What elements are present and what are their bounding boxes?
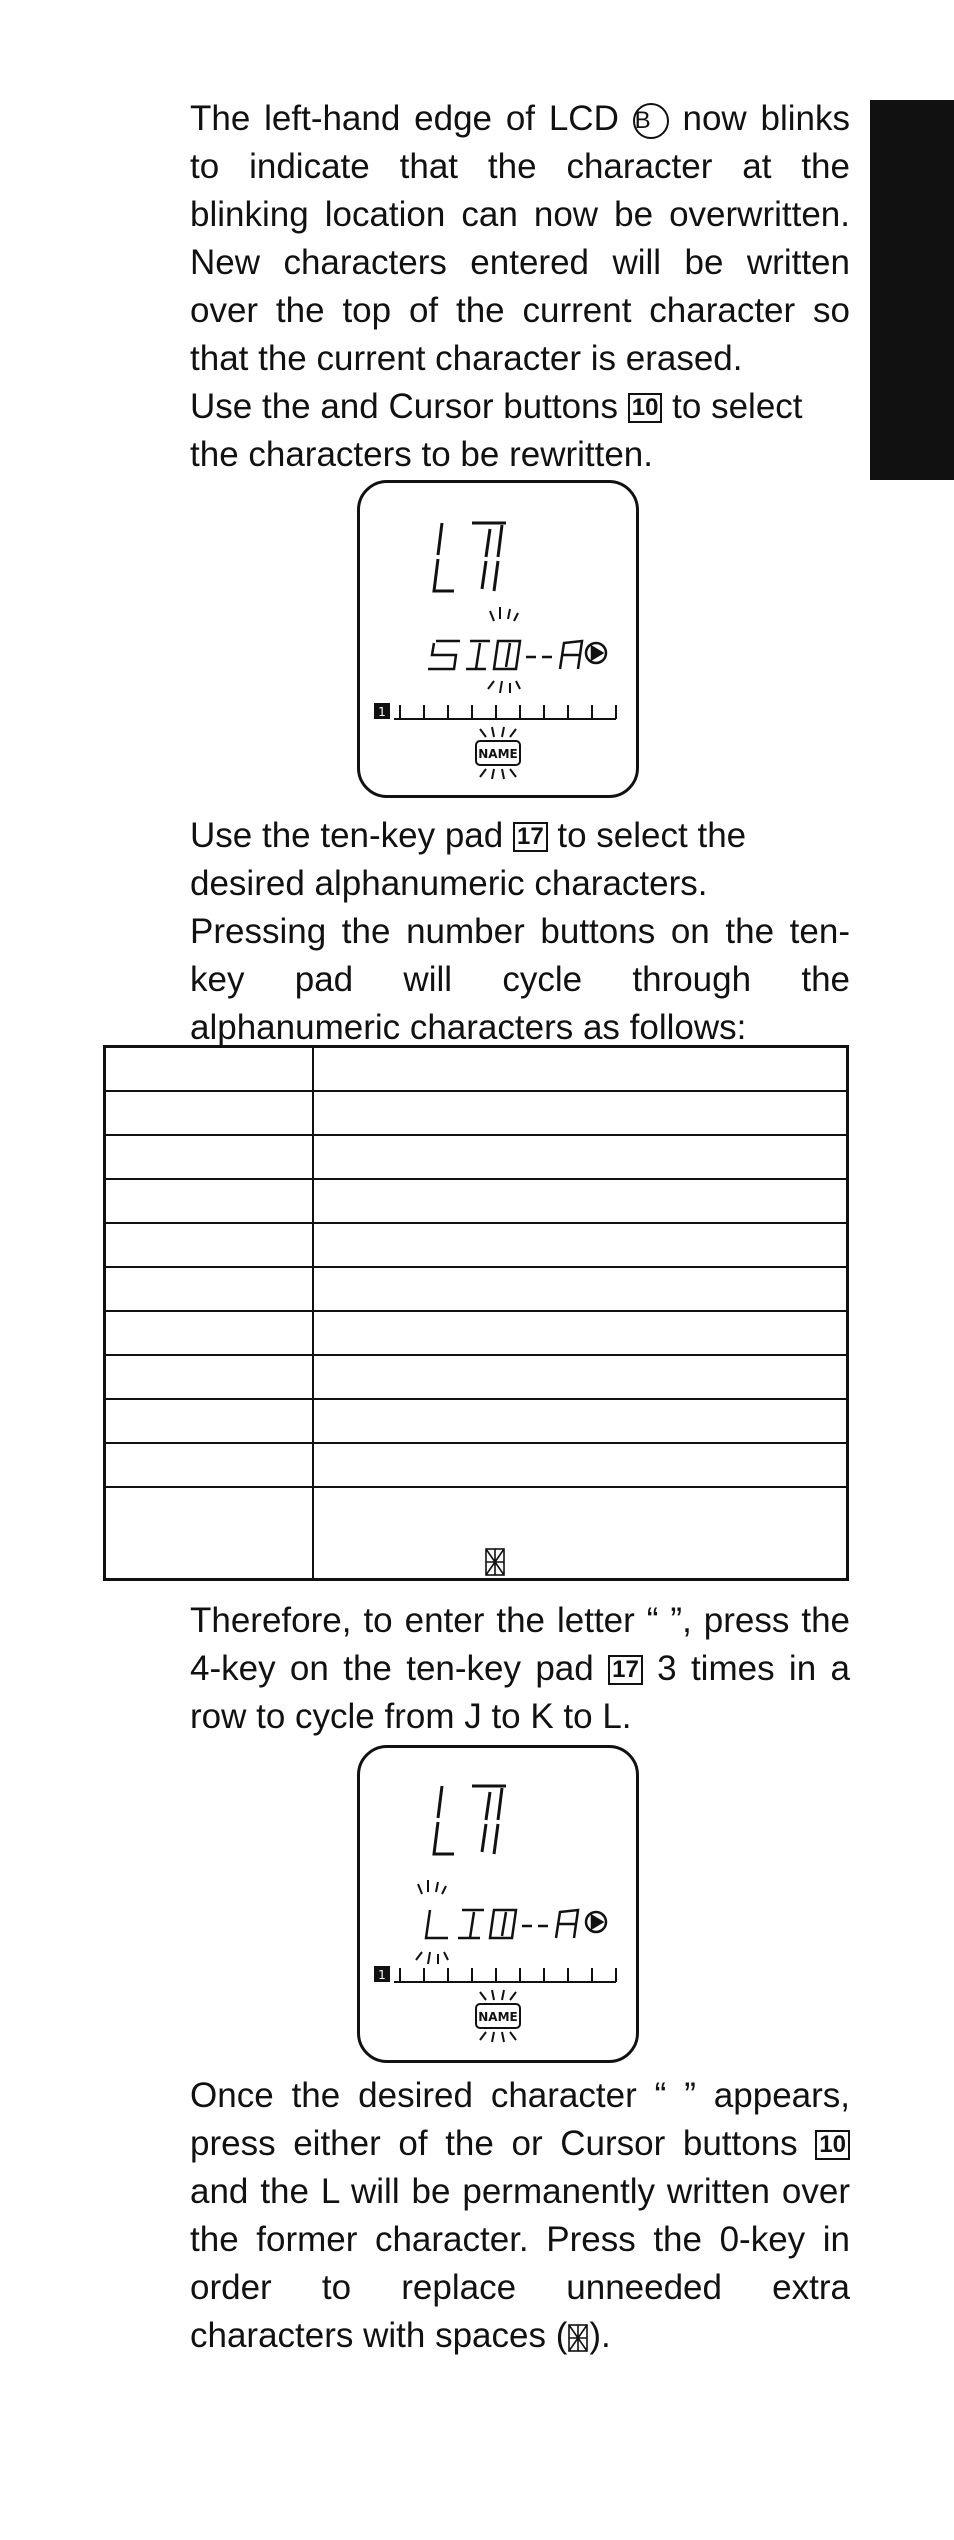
lcd-2-name-label: NAME — [478, 2010, 518, 2024]
paragraph-ten-key-pad: Use the ten-key pad 17 to select the desired alphanumeric characters. — [190, 816, 747, 903]
ten-key-pad-ref-2: 17 — [608, 1655, 643, 1685]
cursor-button-ref-2: 10 — [815, 2130, 850, 2160]
table-row — [105, 1223, 848, 1267]
key-character-table — [103, 1045, 849, 1581]
lcd-1-track-num: 1 — [378, 705, 386, 719]
section-tab — [870, 100, 954, 480]
paragraph-enter-letter: Therefore, to enter the letter “ ”, press the 4-key on the ten-key pad 17 3 times in a row to cycle from J to K to L. — [190, 1601, 850, 1736]
table-row — [105, 1047, 848, 1092]
lcd-display-2 — [357, 1745, 639, 2063]
table-row — [105, 1135, 848, 1179]
lcd-marker-b: B — [633, 103, 669, 139]
table-row — [105, 1487, 848, 1580]
ten-key-pad-ref: 17 — [513, 822, 548, 852]
lcd-1-top-chars — [434, 523, 506, 591]
lcd-1-main-chars — [428, 641, 606, 669]
lcd-1-blink-rays — [488, 607, 520, 693]
table-row — [105, 1091, 848, 1135]
paragraph-confirm-character: Once the desired character “ ” appears, press either of the or Cursor buttons 10 and the L will be permanently written over the former character. Press the 0-key in order to replace unneeded extra characters with spaces ( ). — [190, 2076, 850, 2355]
lcd-2-top-chars — [434, 1786, 506, 1854]
paragraph-cycle-info: Pressing the number buttons on the ten-key pad will cycle through the alphanumeric characters as follows: — [190, 912, 850, 1047]
table-row — [105, 1355, 848, 1399]
table-row — [105, 1179, 848, 1223]
table-row — [105, 1399, 848, 1443]
cursor-button-ref: 10 — [628, 393, 663, 423]
space-glyph-icon — [567, 2323, 589, 2353]
table-row — [105, 1311, 848, 1355]
lcd-1-graphic — [360, 483, 636, 795]
space-glyph-icon — [484, 1547, 506, 1577]
lcd-2-main-chars — [426, 1910, 606, 1938]
table-row — [105, 1267, 848, 1311]
lcd-1-track-bar — [394, 705, 616, 719]
lcd-2-track-bar — [394, 1968, 616, 1982]
lcd-2-graphic — [360, 1748, 636, 2060]
lcd-display-1 — [357, 480, 639, 798]
paragraph-lcd-blink: The left-hand edge of LCD B now blinks to indicate that the character at the blinking location can now be overwritten. New characters entered will be written over the top of the current character so that the current character is erased. — [190, 99, 850, 378]
lcd-1-name-label: NAME — [478, 747, 518, 761]
paragraph-cursor-buttons: Use the and Cursor buttons 10 to select the characters to be rewritten. — [190, 387, 803, 474]
lcd-2-blink-rays — [416, 1880, 448, 1964]
table-row — [105, 1443, 848, 1487]
lcd-2-track-num: 1 — [378, 1968, 386, 1982]
